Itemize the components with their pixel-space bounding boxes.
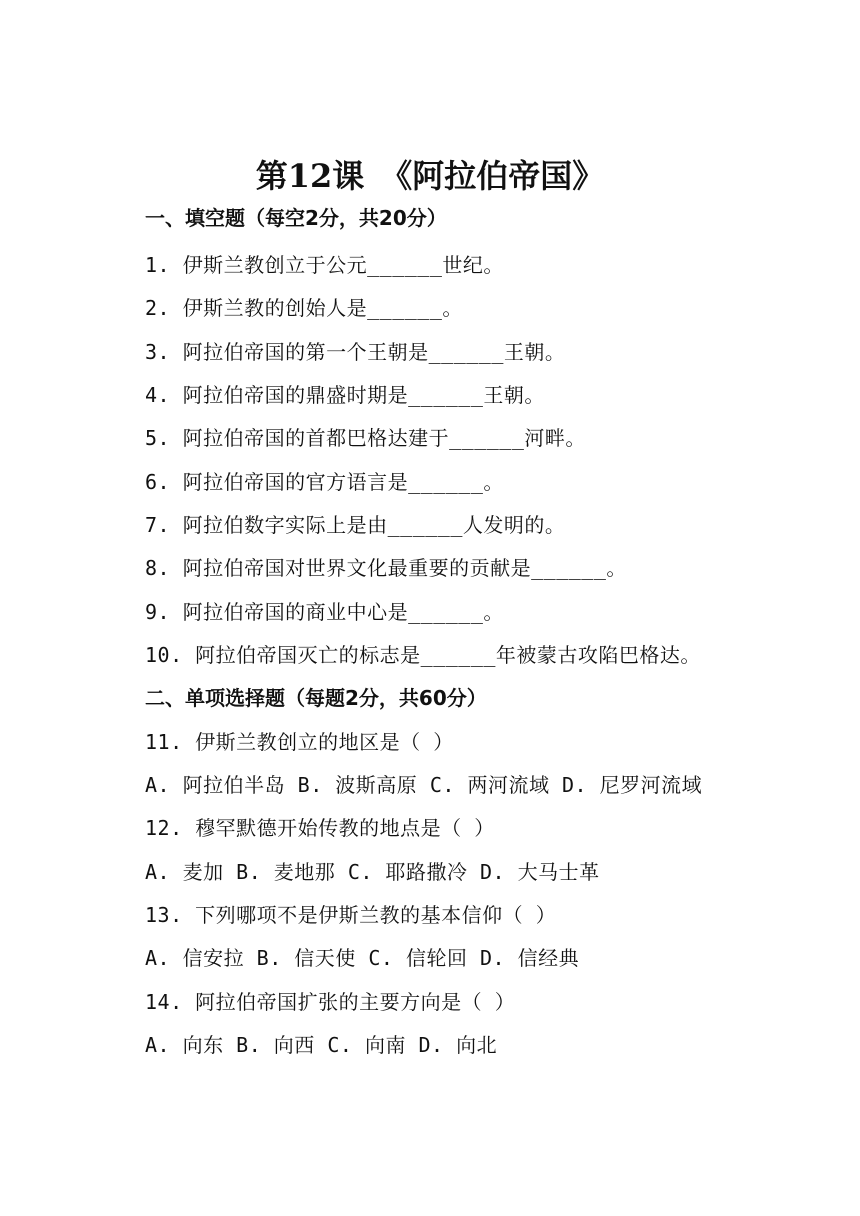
choice-question-stem: 12. 穆罕默德开始传教的地点是（ ） <box>145 816 495 840</box>
fill-blank-question: 4. 阿拉伯帝国的鼎盛时期是______王朝。 <box>145 383 545 407</box>
choice-question-options: A. 麦加 B. 麦地那 C. 耶路撒冷 D. 大马士革 <box>145 860 600 884</box>
fill-blank-question: 5. 阿拉伯帝国的首都巴格达建于______河畔。 <box>145 426 586 450</box>
choice-question-stem: 11. 伊斯兰教创立的地区是（ ） <box>145 730 454 754</box>
fill-blank-question: 9. 阿拉伯帝国的商业中心是______。 <box>145 600 504 624</box>
fill-blank-question: 6. 阿拉伯帝国的官方语言是______。 <box>145 470 504 494</box>
fill-blank-question: 8. 阿拉伯帝国对世界文化最重要的贡献是______。 <box>145 556 627 580</box>
fill-blank-question: 1. 伊斯兰教创立于公元______世纪。 <box>145 253 504 277</box>
fill-blank-question: 7. 阿拉伯数字实际上是由______人发明的。 <box>145 513 566 537</box>
fill-blank-question: 2. 伊斯兰教的创始人是______。 <box>145 296 463 320</box>
page-title: 第12课 《阿拉伯帝国》 <box>255 157 605 195</box>
choice-question-stem: 14. 阿拉伯帝国扩张的主要方向是（ ） <box>145 990 516 1014</box>
section-heading-multiple-choice: 二、单项选择题（每题2分，共60分） <box>145 686 487 710</box>
choice-question-options: A. 阿拉伯半岛 B. 波斯高原 C. 两河流域 D. 尼罗河流域 <box>145 773 703 797</box>
fill-blank-question: 3. 阿拉伯帝国的第一个王朝是______王朝。 <box>145 340 566 364</box>
section-heading-fill-blank: 一、填空题（每空2分，共20分） <box>145 206 447 230</box>
choice-question-options: A. 信安拉 B. 信天使 C. 信轮回 D. 信经典 <box>145 946 580 970</box>
fill-blank-question: 10. 阿拉伯帝国灭亡的标志是______年被蒙古攻陷巴格达。 <box>145 643 701 667</box>
choice-question-options: A. 向东 B. 向西 C. 向南 D. 向北 <box>145 1033 498 1057</box>
choice-question-stem: 13. 下列哪项不是伊斯兰教的基本信仰（ ） <box>145 903 557 927</box>
